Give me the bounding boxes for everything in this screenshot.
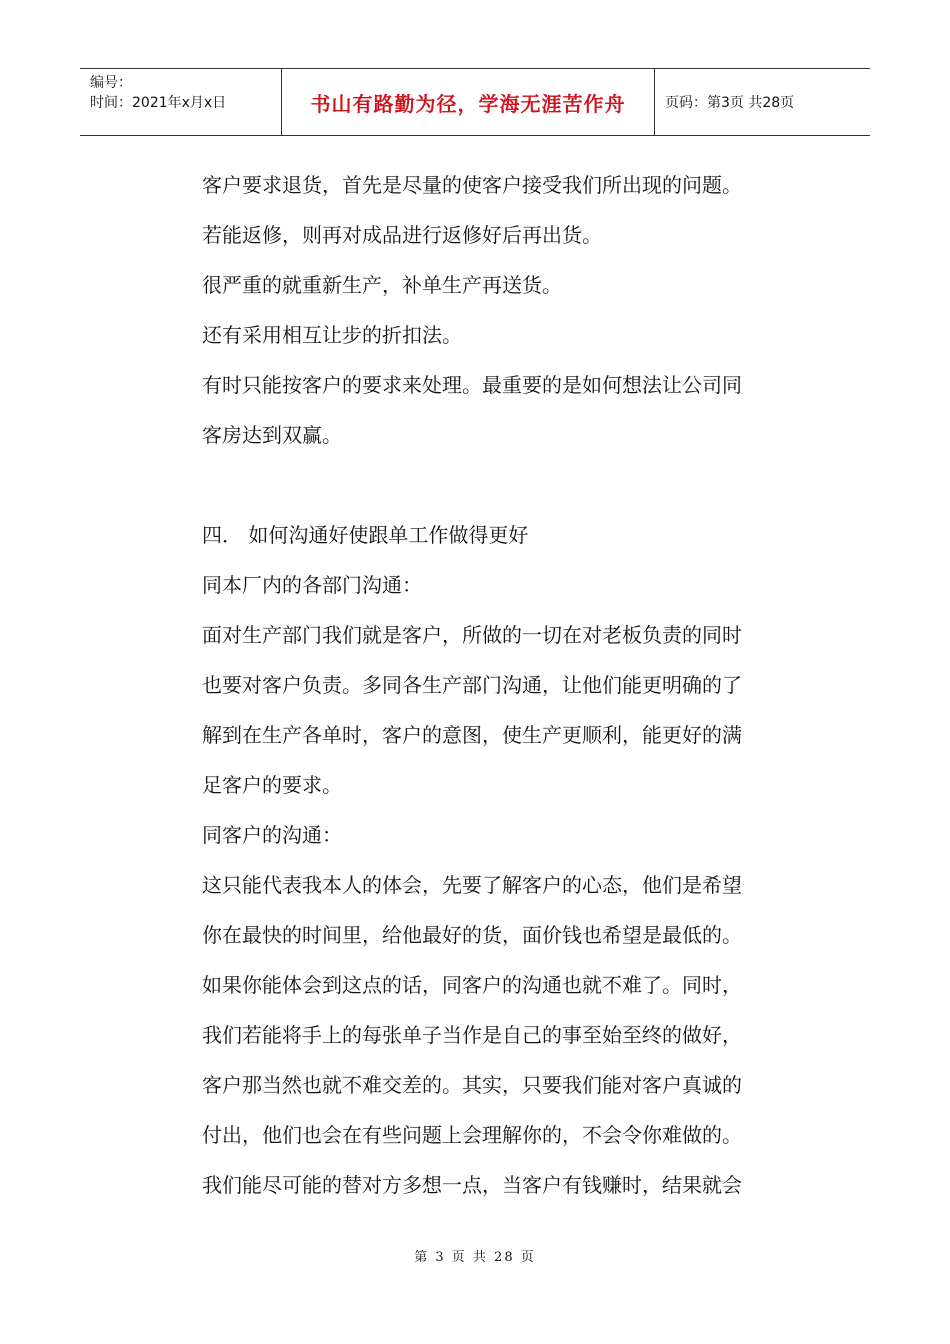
body-line: 你在最快的时间里，给他最好的货，面价钱也希望是最低的。 <box>202 923 742 947</box>
body-line: 客户要求退货，首先是尽量的使客户接受我们所出现的问题。 <box>202 173 742 197</box>
body-line: 足客户的要求。 <box>202 773 342 797</box>
header-motto: 书山有路勤为径，学海无涯苦作舟 <box>282 69 655 135</box>
body-blank-line <box>202 460 822 510</box>
document-header <box>80 68 870 136</box>
body-line: 付出，他们也会在有些问题上会理解你的，不会令你难做的。 <box>202 1123 742 1147</box>
document-body <box>202 160 822 1210</box>
body-line: 若能返修，则再对成品进行返修好后再出货。 <box>202 223 602 247</box>
body-line: 我们若能将手上的每张单子当作是自己的事至始至终的做好， <box>202 1023 742 1047</box>
page-footer: 第 3 页 共 28 页 <box>414 1250 536 1265</box>
body-line: 这只能代表我本人的体会，先要了解客户的心态，他们是希望 <box>202 873 742 897</box>
body-line: 同本厂内的各部门沟通： <box>202 573 422 597</box>
body-line: 还有采用相互让步的折扣法。 <box>202 323 462 347</box>
body-line: 解到在生产各单时，客户的意图，使生产更顺利，能更好的满 <box>202 723 742 747</box>
section-heading: 四． 如何沟通好使跟单工作做得更好 <box>202 523 529 547</box>
document-time-label: 时间：2021年x月x日 <box>90 95 227 111</box>
body-line: 客户那当然也就不难交差的。其实，只要我们能对客户真诚的 <box>202 1073 742 1097</box>
body-line: 有时只能按客户的要求来处理。最重要的是如何想法让公司同 <box>202 373 742 397</box>
document-number-label: 编号： <box>90 75 132 91</box>
body-line: 也要对客户负责。多同各生产部门沟通，让他们能更明确的了 <box>202 673 742 697</box>
header-meta <box>80 69 282 135</box>
body-line: 客房达到双赢。 <box>202 423 342 447</box>
body-line: 我们能尽可能的替对方多想一点，当客户有钱赚时，结果就会 <box>202 1173 742 1197</box>
body-line: 同客户的沟通： <box>202 823 342 847</box>
body-line: 如果你能体会到这点的话，同客户的沟通也就不难了。同时， <box>202 973 742 997</box>
body-line: 面对生产部门我们就是客户，所做的一切在对老板负责的同时 <box>202 623 742 647</box>
header-page-indicator: 页码：第3页 共28页 <box>665 95 795 111</box>
body-line: 很严重的就重新生产，补单生产再送货。 <box>202 273 562 297</box>
